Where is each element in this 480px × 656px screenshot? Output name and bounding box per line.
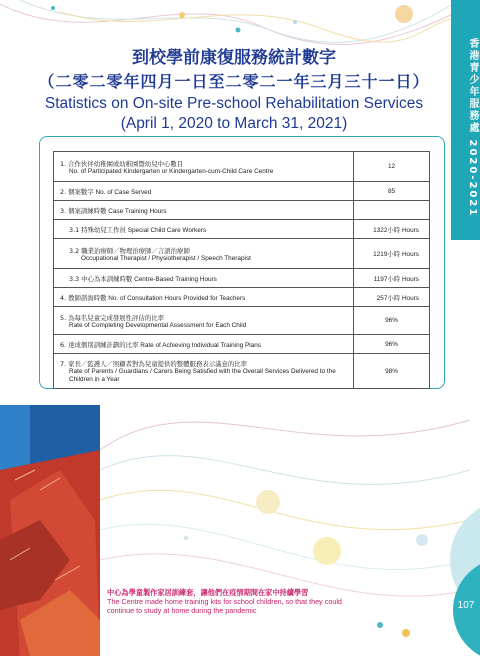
photo-caption (107, 588, 357, 615)
side-tab (451, 0, 480, 240)
stat-label: 2. 個案數字 No. of Case Served (54, 182, 354, 201)
title-zh-line2: （二零二零年四月一日至二零二一年三月三十一日） (38, 72, 430, 91)
stats-table (53, 151, 430, 389)
page-title (20, 46, 448, 133)
stat-label: 3. 個案訓練時數 Case Training Hours (54, 201, 354, 220)
stat-label: 1. 合作伙伴幼稚園或幼稚園暨幼兒中心數目 No. of Participated Kindergarten or Kindergarten-cum-Child Care Centre (54, 152, 354, 182)
side-tab-label: 香港青少年服務處 2020-2021 (467, 38, 478, 218)
stat-value: 85 (354, 182, 430, 201)
table-row (54, 152, 430, 182)
table-row (54, 307, 430, 335)
stat-label: 7. 家長／監護人／照顧者對為兒童提供的整體服務表示滿意的比率 Rate of Parents / Guardians / Carers Being Satisfied with the Overall Services Delivered to the Children in a Year (54, 354, 354, 389)
stat-value: 12 (354, 152, 430, 182)
title-en-line2: (April 1, 2020 to March 31, 2021) (120, 115, 348, 132)
table-row (54, 182, 430, 201)
table-row (54, 354, 430, 389)
table-row (54, 201, 430, 220)
stat-value: 98% (354, 354, 430, 389)
caption-en: The Centre made home training kits for school children, so that they could continue to study at home during the pandemic (107, 597, 342, 615)
stat-label: 4. 教師諮詢時數 No. of Consultation Hours Provided for Teachers (54, 288, 354, 307)
stat-value: 1322小時 Hours (354, 220, 430, 239)
stat-value: 96% (354, 335, 430, 354)
stat-value: 96% (354, 307, 430, 335)
stat-label: 5. 為每名兒童完成發展性評估的比率 Rate of Completing Developmental Assessment for Each Child (54, 307, 354, 335)
table-row (54, 220, 430, 239)
table-row (54, 239, 430, 269)
stat-label: 3.1 特殊幼兒工作員 Special Child Care Workers (54, 220, 354, 239)
stat-value: 1197小時 Hours (354, 269, 430, 288)
stat-label: 6. 達成個別訓練計劃的比率 Rate of Achieving Individual Training Plans (54, 335, 354, 354)
title-en-line1: Statistics on On-site Pre-school Rehabilitation Services (44, 95, 424, 112)
stat-label: 3.2 職業治療師／物理治療師／言語治療師 Occupational Therapist / Physiotherapist / Speech Therapist (54, 239, 354, 269)
page-number: 107 (457, 600, 475, 611)
caption-zh: 中心為學童製作家居訓練套，讓他們在疫情期間在家中持續學習 (107, 588, 309, 597)
table-row (54, 335, 430, 354)
stat-label: 3.3 中心為本訓練時數 Centre-Based Training Hours (54, 269, 354, 288)
table-row (54, 269, 430, 288)
stat-value (354, 201, 430, 220)
table-row (54, 288, 430, 307)
title-zh-line1: 到校學前康復服務統計數字 (132, 48, 336, 68)
stat-value: 1219小時 Hours (354, 239, 430, 269)
stat-value: 257小時 Hours (354, 288, 430, 307)
